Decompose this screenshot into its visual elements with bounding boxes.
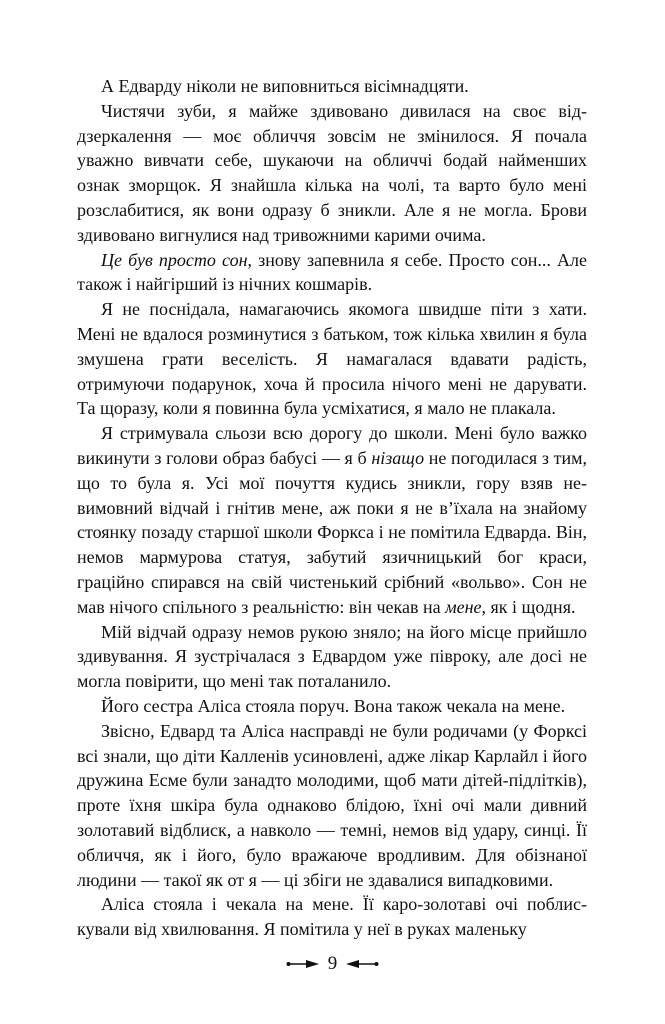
text-run: Аліса стояла і чекала на мене. Її каро-золотаві очі поблискували від хвилювання. Я помітила у неї в руках маленьку xyxy=(77,894,587,940)
paragraph xyxy=(77,297,587,421)
italic-text-run: Це був просто сон xyxy=(101,249,248,270)
italic-text-run: нізащо xyxy=(371,447,425,468)
left-ornament-icon xyxy=(286,959,320,969)
text-run: Його сестра Аліса стояла поруч. Вона також чекала на мене. xyxy=(101,695,566,716)
paragraph xyxy=(77,248,587,298)
text-run: Я не поснідала, намагаючись якомога швидше піти з хати. Мені не вдалося розминутися з батьком, тож кілька хвилин я була змушена грати веселість. Я намагалася вдавати радість, отримуючи подарунок, хоча й просила нічого мені не дарувати. Та щоразу, коли я повинна була усміхатися, я мало не плакала. xyxy=(77,299,587,419)
paragraph xyxy=(77,421,587,619)
italic-text-run: мене xyxy=(445,596,482,617)
paragraph xyxy=(77,99,587,248)
page-number-footer xyxy=(0,953,665,975)
text-run: , як і щодня. xyxy=(481,596,576,617)
text-run: Звісно, Едвард та Аліса насправді не були родичами (у Форксі всі знали, що діти Калленів усиновлені, адже лікар Карлайл і його дружина Есме були занадто молодими, щоб мати дітей-підлітків), проте їхня шкіра була однаково блідою, їхні очі мали дивний золотавий відблиск, а навколо — темні, немов від удару, синці. Її обличчя, як і його, було вражаюче вродливим. Для обізнаної людини — такої як от я — ці збіги не здавалися випадковими. xyxy=(77,720,587,890)
paragraph xyxy=(77,620,587,694)
text-run: Я стримувала сльози всю дорогу до школи. Мені було важко викинути з голови образ бабусі — я б xyxy=(77,423,587,468)
page-body-text xyxy=(77,74,587,942)
text-run: А Едварду ніколи не виповниться вісімнадцяти. xyxy=(101,76,469,96)
text-run: Чистячи зуби, я майже здивовано дивилася на своє віддзеркалення — моє обличчя зовсім не змінилося. Я почала уважно вивчати себе, шукаючи на обличчі бодай найменших ознак зморщок. Я знайшла кілька на чолі, та варто було мені розслабитися, як вони одразу б зникли. Але я не могла. Брови здивовано вигнулися над тривожними карими очима. xyxy=(77,100,587,245)
right-ornament-icon xyxy=(345,959,379,969)
text-run: Мій відчай одразу немов рукою зняло; на його місце прийшло здивування. Я зустрічалася з Едвардом уже півроку, але досі не могла повірити, що мені так поталанило. xyxy=(77,621,587,692)
paragraph xyxy=(77,74,587,99)
paragraph xyxy=(77,694,587,719)
text-run: , знову запевнила я себе. Просто сон... Але також і найгірший із нічних кошмарів. xyxy=(77,249,587,295)
text-run: не погодилася з тим, що то була я. Усі мої почуття кудись зникли, гору взяв невимовний відчай і гнітив мене, аж поки я не в’їхала на знайому стоянку позаду старшої школи Форкса і не помітила Едварда. Він, немов мармурова статуя, забутий язичницький бог краси, граційно спирався на свій чистенький срібний «вольво». Сон не мав нічого спільного з реальністю: він чекав на xyxy=(77,447,587,617)
paragraph xyxy=(77,719,587,893)
page-number: 9 xyxy=(327,953,338,974)
paragraph xyxy=(77,892,587,942)
